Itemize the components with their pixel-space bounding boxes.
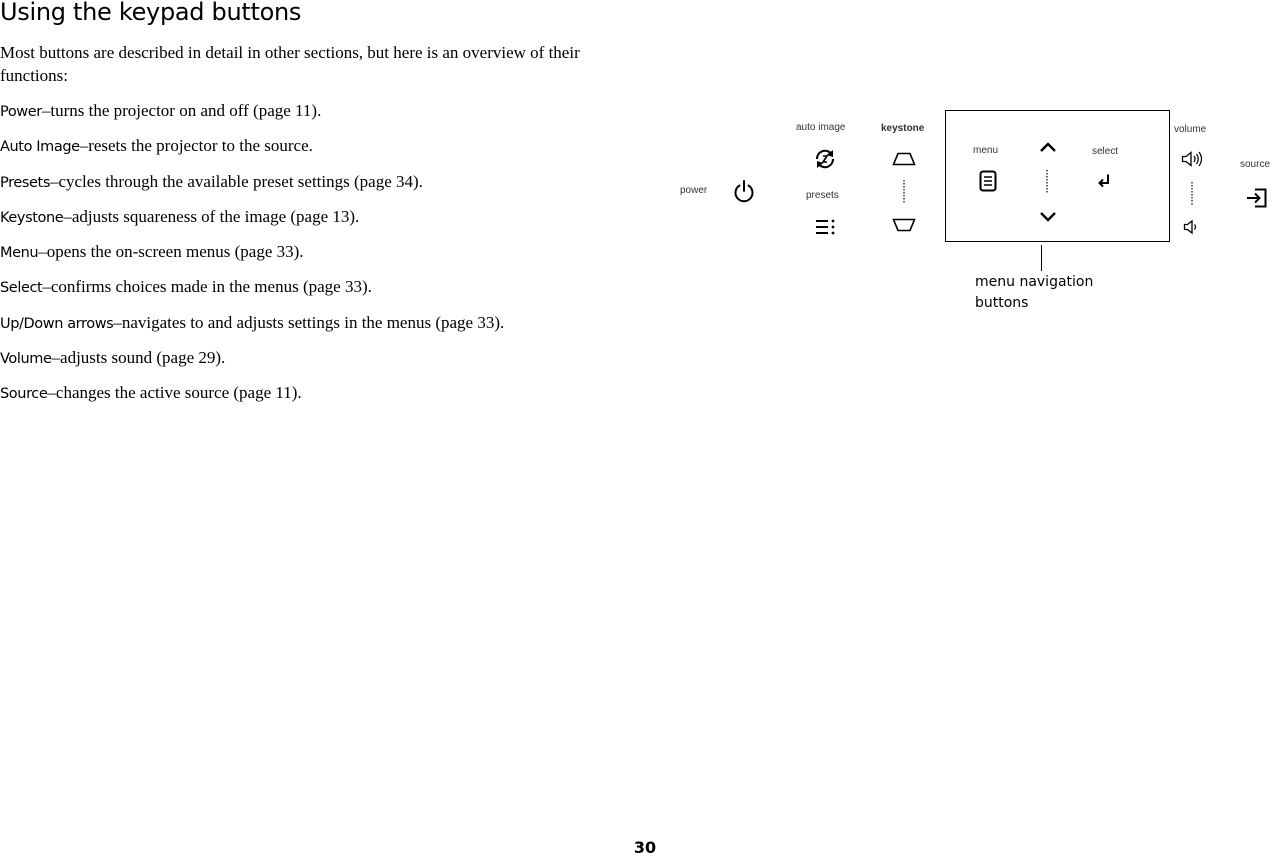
page-number: 30 bbox=[633, 838, 657, 857]
definition-term: Select bbox=[0, 280, 43, 297]
definition-term: Menu bbox=[0, 245, 39, 262]
definition-description: –opens the on-screen menus (page 33). bbox=[38, 242, 304, 262]
auto-image-icon bbox=[813, 147, 837, 171]
down-arrow-icon bbox=[1039, 211, 1057, 223]
definition-up-down-arrows bbox=[0, 311, 504, 346]
keystone-up-icon bbox=[892, 152, 916, 166]
definition-description: –turns the projector on and off (page 11). bbox=[41, 101, 322, 120]
volume-divider-icon bbox=[1189, 181, 1195, 207]
auto-image-label: auto image bbox=[796, 122, 846, 133]
definition-term: Power bbox=[0, 104, 42, 120]
definition-description: –confirms choices made in the menus (page 33). bbox=[42, 277, 372, 297]
definition-keystone bbox=[0, 205, 504, 240]
definition-term: Source bbox=[0, 386, 48, 403]
callout-leader-line bbox=[1041, 245, 1042, 271]
presets-label: presets bbox=[806, 190, 839, 201]
definition-description: –changes the active source (page 11). bbox=[47, 383, 302, 403]
menu-navigation-box bbox=[945, 110, 1170, 242]
volume-label: volume bbox=[1174, 124, 1207, 135]
up-arrow-icon bbox=[1039, 141, 1057, 153]
definition-description: –resets the projector to the source. bbox=[79, 136, 313, 156]
power-icon bbox=[731, 178, 757, 204]
definition-term: Keystone bbox=[0, 209, 64, 226]
definition-description: –adjusts sound (page 29). bbox=[51, 348, 226, 368]
definition-menu bbox=[0, 240, 504, 275]
definition-term: Presets bbox=[0, 174, 50, 191]
definition-description: –adjusts squareness of the image (page 13). bbox=[63, 206, 360, 226]
definition-term: Up/Down arrows bbox=[0, 315, 114, 332]
definition-source bbox=[0, 381, 504, 416]
definition-term: Volume bbox=[0, 351, 52, 368]
menu-icon bbox=[979, 170, 997, 192]
definition-presets bbox=[0, 170, 504, 205]
intro-paragraph: Most buttons are described in detail in other sections, but here is an overview of their functions: bbox=[0, 43, 580, 85]
menu-navigation-callout: menu navigation buttons bbox=[975, 274, 1094, 311]
keystone-divider-icon bbox=[901, 179, 907, 205]
menu-label: menu bbox=[973, 145, 999, 156]
definition-term: Auto Image bbox=[0, 139, 80, 156]
keystone-down-icon bbox=[892, 218, 916, 232]
page-heading: Using the keypad buttons bbox=[0, 0, 302, 26]
select-label: select bbox=[1092, 146, 1119, 157]
definition-description: –navigates to and adjusts settings in the menus (page 33). bbox=[113, 312, 505, 332]
presets-icon bbox=[815, 218, 837, 236]
nav-divider-icon bbox=[1044, 169, 1050, 195]
definition-volume bbox=[0, 346, 504, 381]
volume-up-icon bbox=[1181, 150, 1203, 168]
definition-power bbox=[0, 99, 504, 134]
source-icon bbox=[1246, 188, 1268, 208]
volume-down-icon bbox=[1183, 219, 1199, 235]
source-label: source bbox=[1240, 159, 1271, 170]
power-label: power bbox=[680, 185, 708, 196]
select-icon bbox=[1096, 173, 1112, 189]
definition-select bbox=[0, 275, 504, 310]
definition-description: –cycles through the available preset settings (page 34). bbox=[49, 171, 423, 191]
definition-auto-image bbox=[0, 134, 504, 169]
keypad-diagram bbox=[670, 100, 1276, 320]
keystone-label: keystone bbox=[881, 123, 925, 134]
button-definitions-list bbox=[0, 99, 504, 417]
